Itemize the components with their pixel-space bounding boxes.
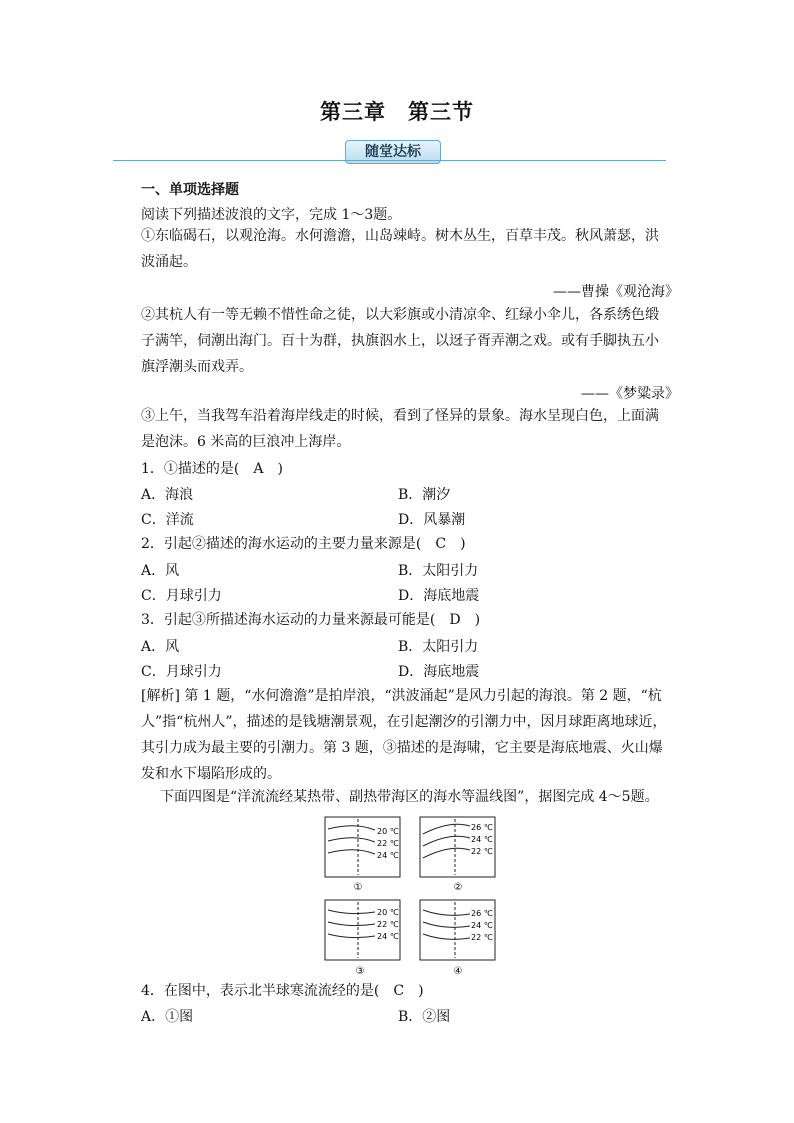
question-1-option-b: B．潮汐	[398, 487, 451, 503]
section-heading: 一、单项选择题	[141, 182, 239, 198]
fig2-label-2: 24 ℃	[471, 835, 493, 844]
question-1-option-c: C．洋流	[141, 512, 194, 528]
analysis-text: 第 1 题，“水何澹澹”是拍岸浪，“洪波涌起”是风力引起的海浪。第 2 题，“杭人”指“杭州人”，描述的是钱塘潮景观，在引起潮汐的引潮力中，因月球距离地球近，其引力成为最主要的引潮力。第 3 题，③描述的是海啸，它主要是海底地震、火山爆发和水下塌陷形成的。	[141, 688, 667, 782]
page-title: 第三章 第三节	[320, 100, 474, 124]
passage-2-source: ——《梦粱录》	[581, 386, 679, 402]
section-badge: 随堂达标	[345, 140, 441, 164]
figure-2	[420, 817, 495, 893]
question-3-option-a: A．风	[141, 639, 180, 655]
passage-1: ①东临碣石，以观沧海。水何澹澹，山岛竦峙。树木丛生，百草丰茂。秋风萧瑟，洪波涌起。	[141, 228, 659, 270]
fig4-caption: ④	[453, 966, 463, 977]
fig2-caption: ②	[453, 882, 463, 893]
header-divider	[113, 160, 666, 161]
fig2-label-3: 22 ℃	[471, 847, 493, 856]
figure-1	[325, 817, 400, 893]
fig3-caption: ③	[355, 966, 365, 977]
question-3-option-d: D．海底地震	[398, 664, 480, 680]
figure-intro: 下面四图是“洋流流经某热带、副热带海区的海水等温线图”，据图完成 4～5题。	[160, 789, 659, 805]
figure-3	[325, 900, 400, 977]
passage-1-source: ——曹操《观沧海》	[553, 284, 679, 300]
fig4-label-3: 22 ℃	[471, 933, 493, 942]
question-3-option-b: B．太阳引力	[398, 639, 479, 655]
question-2-stem: 2．引起②描述的海水运动的主要力量来源是( C )	[141, 536, 466, 552]
figure-4	[420, 900, 495, 977]
question-4-option-b: B．②图	[398, 1009, 451, 1025]
question-2-option-d: D．海底地震	[398, 588, 480, 604]
passage-2: ②其杭人有一等无赖不惜性命之徒，以大彩旗或小清凉伞、红绿小伞儿，各系绣色缎子满竿，伺潮出海门。百十为群，执旗泅水上，以迓子胥弄潮之戏。或有手脚执五小旗浮潮头而戏弄。	[141, 307, 659, 375]
analysis-block	[141, 683, 668, 787]
fig3-label-3: 24 ℃	[377, 932, 399, 941]
isotherm-figures	[320, 812, 500, 982]
analysis-label: [解析]	[141, 688, 180, 704]
question-2-option-c: C．月球引力	[141, 588, 222, 604]
question-4-option-a: A．①图	[141, 1009, 194, 1025]
fig2-label-1: 26 ℃	[471, 823, 493, 832]
question-1-option-a: A．海浪	[141, 487, 194, 503]
question-3-option-c: C．月球引力	[141, 664, 222, 680]
fig1-label-2: 22 ℃	[377, 839, 399, 848]
question-3-stem: 3．引起③所描述海水运动的力量来源最可能是( D )	[141, 612, 481, 628]
fig1-label-3: 24 ℃	[377, 851, 399, 860]
passage-3: ③上午，当我驾车沿着海岸线走的时候，看到了怪异的景象。海水呈现白色，上面满是泡沫。6 米高的巨浪冲上海岸。	[141, 408, 659, 450]
fig3-label-1: 20 ℃	[377, 908, 399, 917]
fig3-label-2: 22 ℃	[377, 920, 399, 929]
fig1-caption: ①	[353, 882, 363, 893]
question-1-option-d: D．风暴潮	[398, 512, 466, 528]
question-1-stem: 1．①描述的是( A )	[141, 461, 283, 477]
reading-intro: 阅读下列描述波浪的文字，完成 1～3题。	[141, 207, 402, 223]
fig1-label-1: 20 ℃	[377, 827, 399, 836]
fig4-label-2: 24 ℃	[471, 921, 493, 930]
fig4-label-1: 26 ℃	[471, 909, 493, 918]
question-2-option-a: A．风	[141, 563, 180, 579]
question-4-stem: 4．在图中，表示北半球寒流流经的是( C )	[141, 983, 424, 999]
question-2-option-b: B．太阳引力	[398, 563, 479, 579]
